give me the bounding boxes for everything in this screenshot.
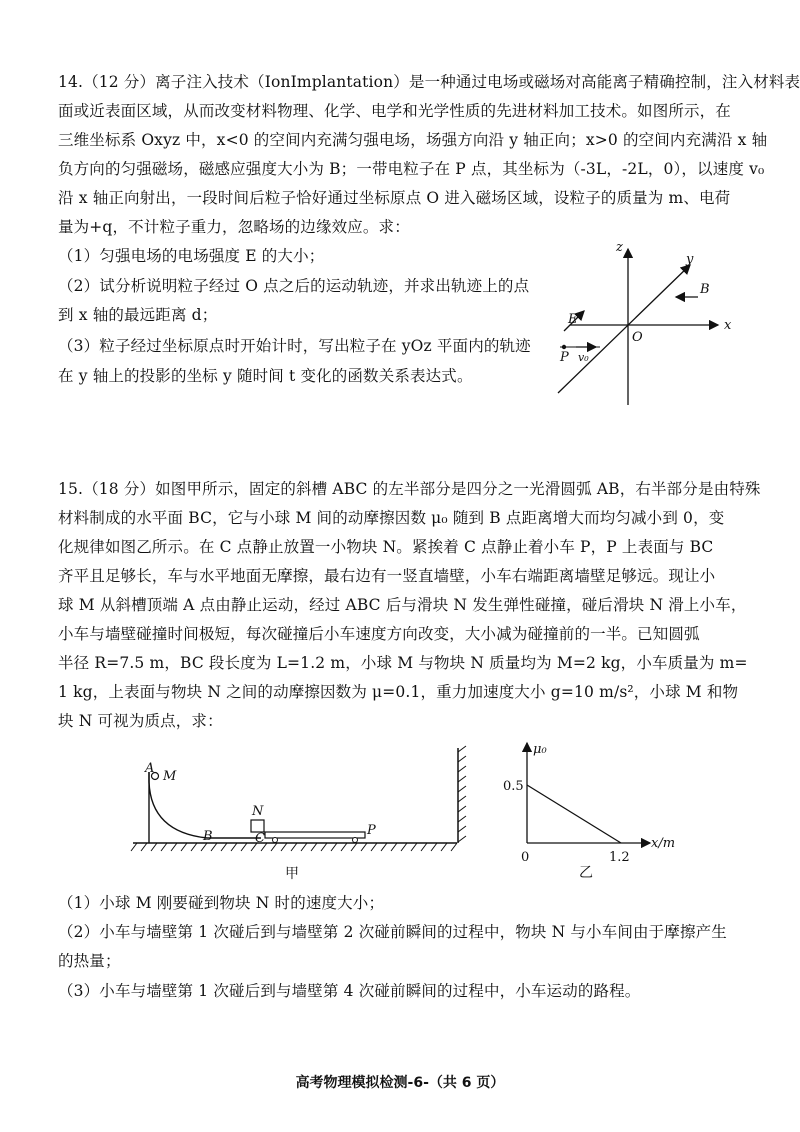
caption-jia: 甲 [285,866,299,882]
q14-subquestion-2a: （2）试分析说明粒子经过 O 点之后的运动轨迹，并求出轨迹上的点 [58,277,530,295]
x-unit-label: x/m [651,836,676,851]
page-footer: 高考物理模拟检测-6-（共 6 页） [295,1075,505,1091]
z-axis-label: z [616,240,623,255]
wall-hatching [458,746,466,842]
label-M: M [163,769,177,784]
q14-coordinate-figure [550,235,750,410]
q15-subquestion-1: （1）小球 M 刚要碰到物块 N 时的速度大小； [58,894,385,912]
mu0-line [527,785,621,843]
q15-stem-line-3: 化规律如图乙所示。在 C 点静止放置一小物块 N。紧挨着 C 点静止着小车 P，P 上表面与 BC [58,538,714,556]
cart-wheel-left [273,838,278,843]
q14-stem-line-1: 14.（12 分）离子注入技术（IonImplantation）是一种通过电场或磁场对高能离子精确控制，注入材料表 [58,73,800,91]
q15-subquestion-2b: 的热量； [58,952,121,970]
q15-figure-jia [125,740,485,885]
q14-stem-line-3: 三维坐标系 Oxyz 中，x<0 的空间内充满匀强电场，场强方向沿 y 轴正向；x>0 的空间内充满沿 x 轴 [58,131,768,149]
ground-hatching [131,843,457,851]
v0-label: v₀ [578,351,589,364]
E-label: E [568,312,578,327]
x-tick-1.2: 1.2 [609,850,630,865]
q15-stem-line-2: 材料制成的水平面 BC，它与小球 M 间的动摩擦因数 μ₀ 随到 B 点距离增大而均匀减小到 0，变 [58,509,725,527]
origin-label: 0 [521,850,530,865]
q15-stem-line-9: 块 N 可视为质点，求： [58,712,223,730]
point-P [562,345,566,349]
q15-subquestion-2a: （2）小车与墙壁第 1 次碰后到与墙壁第 2 次碰前瞬间的过程中，物块 N 与小车间由于摩擦产生 [58,923,727,941]
q14-stem-line-4: 负方向的匀强磁场，磁感应强度大小为 B；一带电粒子在 P 点，其坐标为（-3L，-2L，0），以速度 v₀ [58,160,765,178]
y-axis [558,265,690,393]
q14-stem-line-2: 面或近表面区域，从而改变材料物理、化学、电学和光学性质的先进材料加工技术。如图所示，在 [58,102,731,120]
q15-stem-line-4: 齐平且足够长，车与水平地面无摩擦，最右边有一竖直墙壁，小车右端距离墙壁足够远。现让小 [58,567,716,585]
caption-yi: 乙 [579,865,593,881]
q15-subquestion-3: （3）小车与墙壁第 1 次碰后到与墙壁第 4 次碰前瞬间的过程中，小车运动的路程。 [58,982,641,1000]
label-N: N [252,804,264,819]
x-axis-label: x [724,318,732,333]
mu0-label: μ₀ [533,742,547,757]
q15-stem-line-8: 1 kg，上表面与物块 N 之间的动摩擦因数为 μ=0.1，重力加速度大小 g=10 m/s²，小球 M 和物 [58,683,739,701]
cart-P [265,832,365,838]
y-axis-label: y [686,252,694,267]
label-P: P [367,823,376,838]
label-C: C [255,831,265,846]
q15-stem-line-7: 半径 R=7.5 m，BC 段长度为 L=1.2 m，小球 M 与物块 N 质量均为 M=2 kg，小车质量为 m= [58,654,748,672]
O-label: O [632,330,643,345]
label-B: B [203,829,213,844]
y-tick-0.5: 0.5 [503,779,524,794]
q14-subquestion-2b: 到 x 轴的最远距离 d； [58,306,218,324]
q14-stem-line-6: 量为+q，不计粒子重力，忽略场的边缘效应。求： [58,218,410,236]
P-label: P [560,350,569,365]
q14-subquestion-1: （1）匀强电场的电场强度 E 的大小； [58,247,325,265]
q15-stem-line-6: 小车与墙壁碰撞时间极短，每次碰撞后小车速度方向改变，大小减为碰撞前的一半。已知圆弧 [58,625,700,643]
q14-stem-line-5: 沿 x 轴正向射出，一段时间后粒子恰好通过坐标原点 O 进入磁场区域，设粒子的质量为 m、电荷 [58,189,731,207]
q15-figure-yi [495,735,700,885]
B-label: B [700,282,710,297]
q15-stem-line-5: 球 M 从斜槽顶端 A 点由静止运动，经过 ABC 后与滑块 N 发生弹性碰撞，碰后滑块 N 滑上小车， [58,596,747,614]
q15-stem-line-1: 15.（18 分）如图甲所示，固定的斜槽 ABC 的左半部分是四分之一光滑圆弧 AB，右半部分是由特殊 [58,480,761,498]
cart-wheel-right [353,838,358,843]
q14-subquestion-3b: 在 y 轴上的投影的坐标 y 随时间 t 变化的函数关系表达式。 [58,367,473,385]
q14-subquestion-3a: （3）粒子经过坐标原点时开始计时，写出粒子在 yOz 平面内的轨迹 [58,337,531,355]
label-A: A [145,761,155,776]
